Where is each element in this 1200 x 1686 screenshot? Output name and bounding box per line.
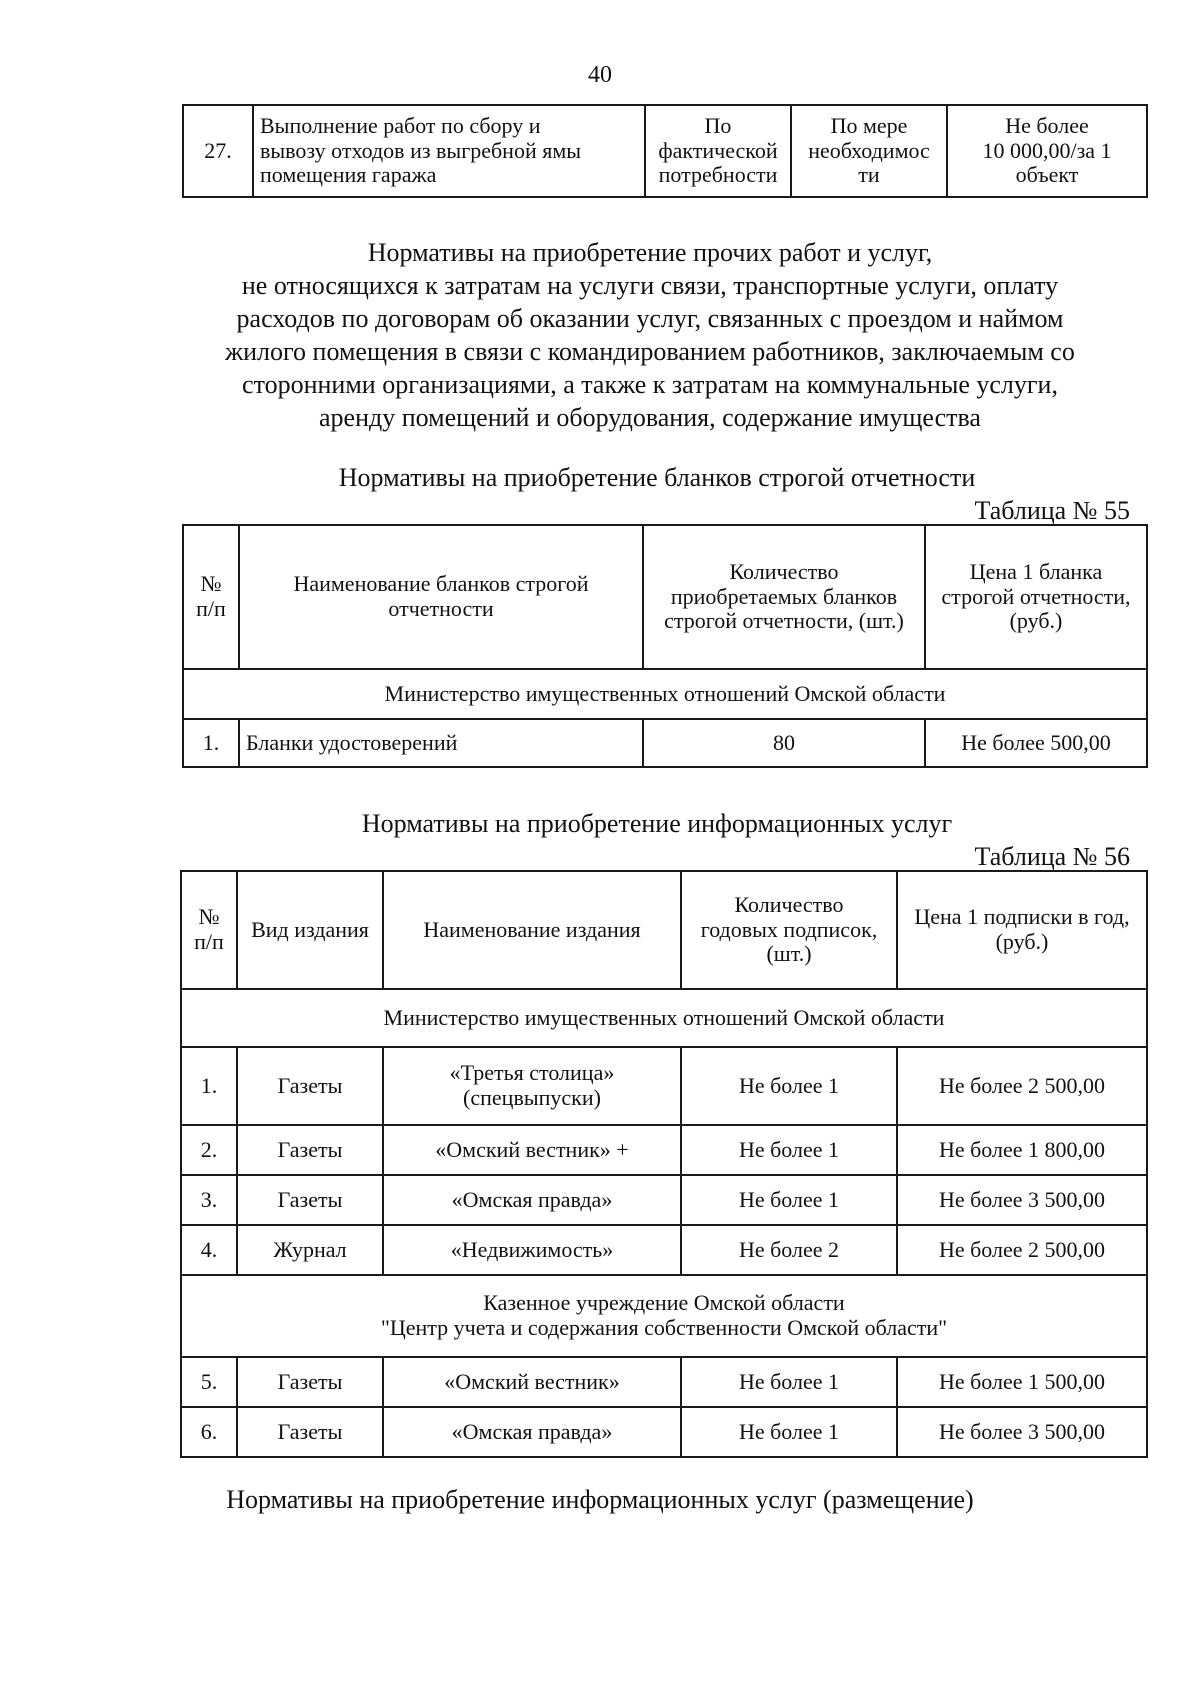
period-line: необходимос xyxy=(808,137,930,163)
header-price-line: строгой отчетности, xyxy=(941,583,1131,609)
heading-line: Нормативы на приобретение прочих работ и услуг, xyxy=(367,238,933,267)
header-name: Наименование издания xyxy=(383,871,681,989)
table55-label: Таблица № 55 xyxy=(974,496,1130,525)
continuation-table xyxy=(182,104,1148,198)
publication-name-line: «Третья столица» xyxy=(449,1060,615,1086)
blank-quantity: 80 xyxy=(643,719,925,767)
subscription-count: Не более 1 xyxy=(681,1357,897,1407)
section-title: Министерство имущественных отношений Омской области xyxy=(181,989,1147,1047)
price-line: Не более xyxy=(1005,113,1089,139)
table-row xyxy=(181,1047,1147,1125)
subscription-price: Не более 1 500,00 xyxy=(897,1357,1147,1407)
quantity-cell xyxy=(645,105,791,197)
section-title-line: "Центр учета и содержания собственности Омской области" xyxy=(380,1315,948,1340)
publication-name-line: (спецвыпуски) xyxy=(463,1085,601,1110)
blank-name: Бланки удостоверений xyxy=(239,719,643,767)
heading-line: жилого помещения в связи с командированием работников, заключаемым со xyxy=(225,337,1075,366)
heading-line: не относящихся к затратам на услуги связи, транспортные услуги, оплату xyxy=(241,271,1059,300)
header-price-line: Цена 1 бланка xyxy=(969,559,1103,585)
publication-type: Газеты xyxy=(237,1125,383,1175)
heading-line: аренду помещений и оборудования, содержание имущества xyxy=(319,403,981,432)
table-row xyxy=(183,719,1147,767)
quantity-line: По xyxy=(704,113,732,139)
publication-name: «Омский вестник» + xyxy=(383,1125,681,1175)
header-price-line: Цена 1 подписки в год, xyxy=(914,904,1130,930)
publication-type: Газеты xyxy=(237,1175,383,1225)
period-line: ти xyxy=(858,162,880,188)
header-quantity-line: строгой отчетности, (шт.) xyxy=(664,608,904,634)
subscription-count: Не более 1 xyxy=(681,1047,897,1125)
header-price xyxy=(925,525,1147,669)
header-quantity-line: (шт.) xyxy=(766,941,812,967)
table56-label: Таблица № 56 xyxy=(974,842,1130,871)
table-row xyxy=(181,1125,1147,1175)
bottom-heading: Нормативы на приобретение информационных услуг (размещение) xyxy=(226,1485,974,1514)
header-price-line: (руб.) xyxy=(995,929,1049,954)
row-number: 5. xyxy=(181,1357,237,1407)
header-quantity-line: годовых подписок, xyxy=(700,916,878,942)
publication-name: «Омская правда» xyxy=(383,1175,681,1225)
row-number: 1. xyxy=(183,719,239,767)
table-row xyxy=(181,1357,1147,1407)
header-quantity xyxy=(681,871,897,989)
publication-type: Газеты xyxy=(237,1047,383,1125)
section-title: Министерство имущественных отношений Омской области xyxy=(183,669,1147,719)
section-title xyxy=(181,1275,1147,1357)
header-num-line: № xyxy=(200,571,222,597)
blank-price: Не более 500,00 xyxy=(925,719,1147,767)
quantity-line: фактической xyxy=(658,137,778,163)
publication-type: Газеты xyxy=(237,1357,383,1407)
subscription-count: Не более 1 xyxy=(681,1407,897,1457)
row-number: 1. xyxy=(181,1047,237,1125)
work-name-line: помещения гаража xyxy=(260,162,437,188)
subscription-count: Не более 1 xyxy=(681,1175,897,1225)
table-row xyxy=(181,1407,1147,1457)
work-name-line: Выполнение работ по сбору и xyxy=(260,113,541,139)
header-price-line: (руб.) xyxy=(1009,608,1063,634)
section-row xyxy=(181,1275,1147,1357)
table55 xyxy=(182,524,1148,768)
price-line: объект xyxy=(1015,162,1079,188)
section-row xyxy=(181,989,1147,1047)
header-name-line: отчетности xyxy=(388,596,494,621)
table-row xyxy=(181,1225,1147,1275)
publication-type: Журнал xyxy=(237,1225,383,1275)
table-row xyxy=(181,1175,1147,1225)
heading-line: сторонними организациями, а также к затратам на коммунальные услуги, xyxy=(242,370,1058,399)
table-row xyxy=(183,105,1147,197)
subscription-price: Не более 2 500,00 xyxy=(897,1047,1147,1125)
work-name-cell xyxy=(253,105,645,197)
header-name xyxy=(239,525,643,669)
period-line: По мере xyxy=(830,113,908,139)
row-number: 3. xyxy=(181,1175,237,1225)
table-header-row xyxy=(181,871,1147,989)
header-quantity-line: Количество xyxy=(729,559,839,585)
price-line: 10 000,00/за 1 xyxy=(982,137,1112,163)
main-heading xyxy=(150,236,1150,434)
quantity-line: потребности xyxy=(658,162,778,188)
row-number: 4. xyxy=(181,1225,237,1275)
heading-line: расходов по договорам об оказании услуг, связанных с проездом и наймом xyxy=(236,304,1064,333)
subscription-count: Не более 1 xyxy=(681,1125,897,1175)
subscription-price: Не более 1 800,00 xyxy=(897,1125,1147,1175)
header-num xyxy=(183,525,239,669)
period-cell xyxy=(791,105,947,197)
header-quantity-line: приобретаемых бланков xyxy=(670,583,898,609)
row-number: 2. xyxy=(181,1125,237,1175)
row-number: 27. xyxy=(183,105,253,197)
price-cell xyxy=(947,105,1147,197)
publication-name: «Омский вестник» xyxy=(383,1357,681,1407)
table55-title: Нормативы на приобретение бланков строгой отчетности xyxy=(338,463,976,492)
page-number: 40 xyxy=(588,62,612,88)
header-num-line: № xyxy=(198,904,220,930)
header-quantity-line: Количество xyxy=(734,892,844,918)
publication-name xyxy=(383,1047,681,1125)
subscription-price: Не более 3 500,00 xyxy=(897,1175,1147,1225)
publication-name: «Омская правда» xyxy=(383,1407,681,1457)
work-name-line: вывозу отходов из выгребной ямы xyxy=(260,137,582,163)
subscription-count: Не более 2 xyxy=(681,1225,897,1275)
row-number: 6. xyxy=(181,1407,237,1457)
subscription-price: Не более 3 500,00 xyxy=(897,1407,1147,1457)
header-price xyxy=(897,871,1147,989)
section-title-line: Казенное учреждение Омской области xyxy=(483,1290,845,1316)
table56-title: Нормативы на приобретение информационных услуг xyxy=(361,809,953,838)
table-header-row xyxy=(183,525,1147,669)
table56 xyxy=(180,870,1148,1458)
header-name-line: Наименование бланков строгой xyxy=(293,571,589,597)
header-quantity xyxy=(643,525,925,669)
header-type: Вид издания xyxy=(237,871,383,989)
publication-name: «Недвижимость» xyxy=(383,1225,681,1275)
header-num-line: п/п xyxy=(194,929,224,954)
header-num xyxy=(181,871,237,989)
subscription-price: Не более 2 500,00 xyxy=(897,1225,1147,1275)
section-row xyxy=(183,669,1147,719)
publication-type: Газеты xyxy=(237,1407,383,1457)
header-num-line: п/п xyxy=(196,596,226,621)
